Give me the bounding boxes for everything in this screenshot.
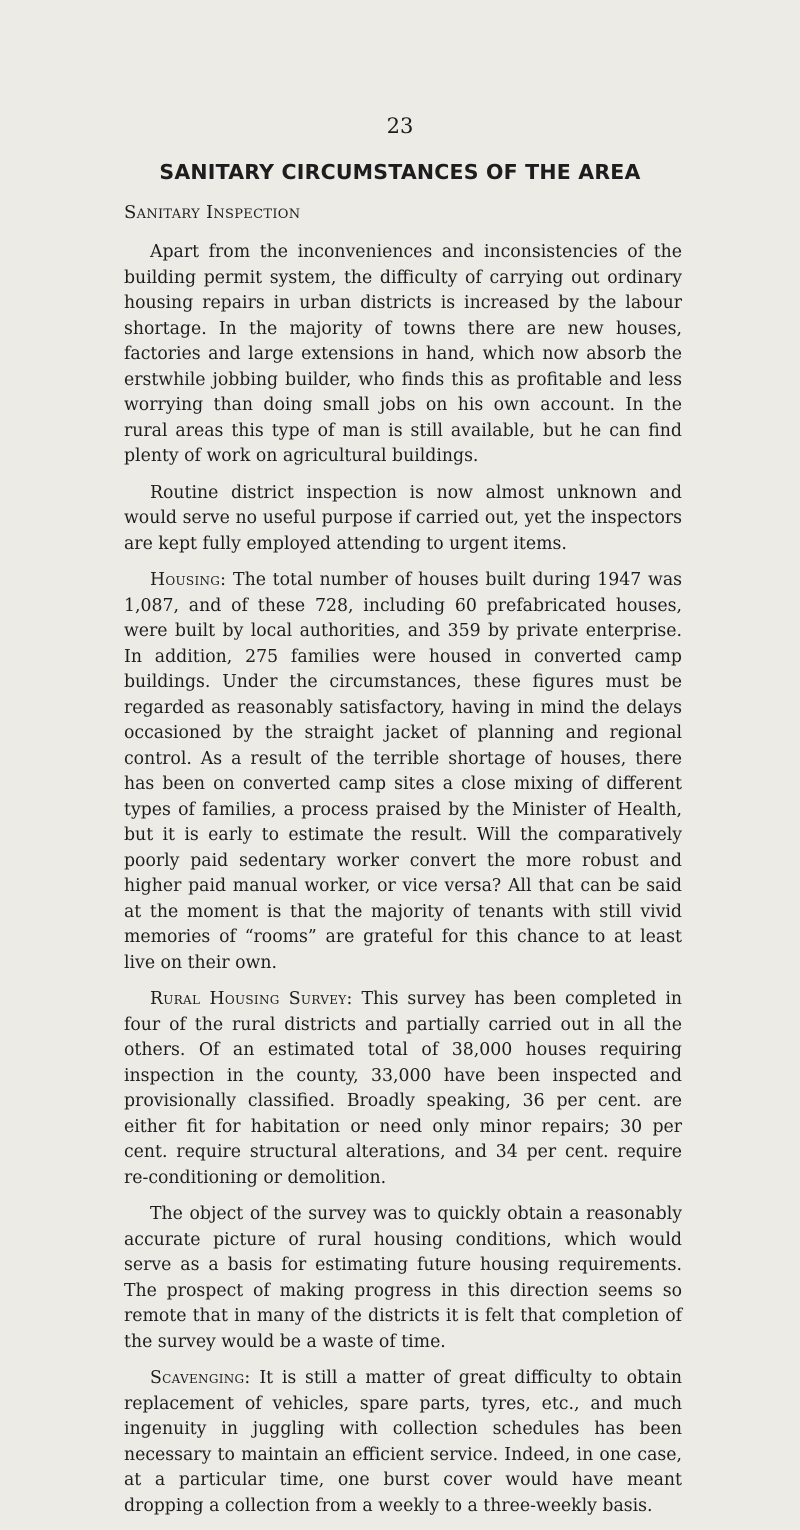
page-number: 23 <box>386 114 414 138</box>
paragraph <box>124 240 682 470</box>
paragraph-text: It is still a matter of great difficulty to obtain replacement of vehicles, spare parts, tyres, etc., and much ingenuity in juggling with collection schedules has been necessary to maintain an efficient service. Indeed, in one case, at a particular time, one burst cover would have meant dropping a collection from a weekly to a three-weekly basis. <box>124 1368 682 1516</box>
paragraph-text: This survey has been completed in four of the rural districts and partially carried out in all the others. Of an estimated total of 38,000 houses requiring inspection in the county, 33,000 have been inspected and provisionally classified. Broadly speaking, 36 per cent. are either fit for habitation or need only minor repairs; 30 per cent. require structural alterations, and 34 per cent. require re-conditioning or demolition. <box>124 989 682 1188</box>
paragraph-lead: Scavenging: <box>150 1368 251 1388</box>
paragraph-text: Routine district inspection is now almost unknown and would serve no useful purpose if carried out, yet the inspectors are kept fully employed attending to urgent items. <box>124 482 682 554</box>
paragraph-lead: Housing: <box>150 570 227 590</box>
paragraph-text: The object of the survey was to quickly obtain a reasonably accurate picture of rural housing conditions, which would serve as a basis for estimating future housing requirements. The prospect of making progress in this direction seems so remote that in many of the districts it is felt that completion of the survey would be a waste of time. <box>124 1204 682 1352</box>
paragraph <box>124 1202 682 1355</box>
paragraph-text: The total number of houses built during 1947 was 1,087, and of these 728, including 60 prefabricated houses, were built by local authorities, and 359 by private enterprise. In addition, 275 families were housed in converted camp buildings. Under the circumstances, these figures must be regarded as reasonably satisfactory, having in mind the delays occasioned by the straight jacket of planning and regional control. As a result of the terrible shortage of houses, there has been on converted camp sites a close mixing of different types of families, a process praised by the Minister of Health, but it is early to estimate the result. Will the comparatively poorly paid sedentary worker convert the more robust and higher paid manual worker, or vice versa? All that can be said at the moment is that the majority of tenants with still vivid memories of “rooms” are grateful for this chance to at least live on their own. <box>124 570 682 973</box>
paragraph-text: Apart from the inconveniences and inconsistencies of the building permit system, the difficulty of carrying out ordinary housing repairs in urban districts is increased by the labour shortage. In the majority of towns there are new houses, factories and large extensions in hand, which now absorb the erstwhile jobbing builder, who finds this as profitable and less worrying than doing small jobs on his own account. In the rural areas this type of man is still available, but he can find plenty of work on agricultural buildings. <box>124 242 682 466</box>
body-text <box>124 240 682 1530</box>
paragraph-rural-housing-survey <box>124 987 682 1191</box>
paragraph-housing <box>124 568 682 976</box>
paragraph-scavenging <box>124 1366 682 1519</box>
section-heading: Sanitary Inspection <box>124 202 301 223</box>
page-title: SANITARY CIRCUMSTANCES OF THE AREA <box>159 160 641 184</box>
paragraph <box>124 481 682 558</box>
paragraph-lead: Rural Housing Survey: <box>150 989 353 1009</box>
